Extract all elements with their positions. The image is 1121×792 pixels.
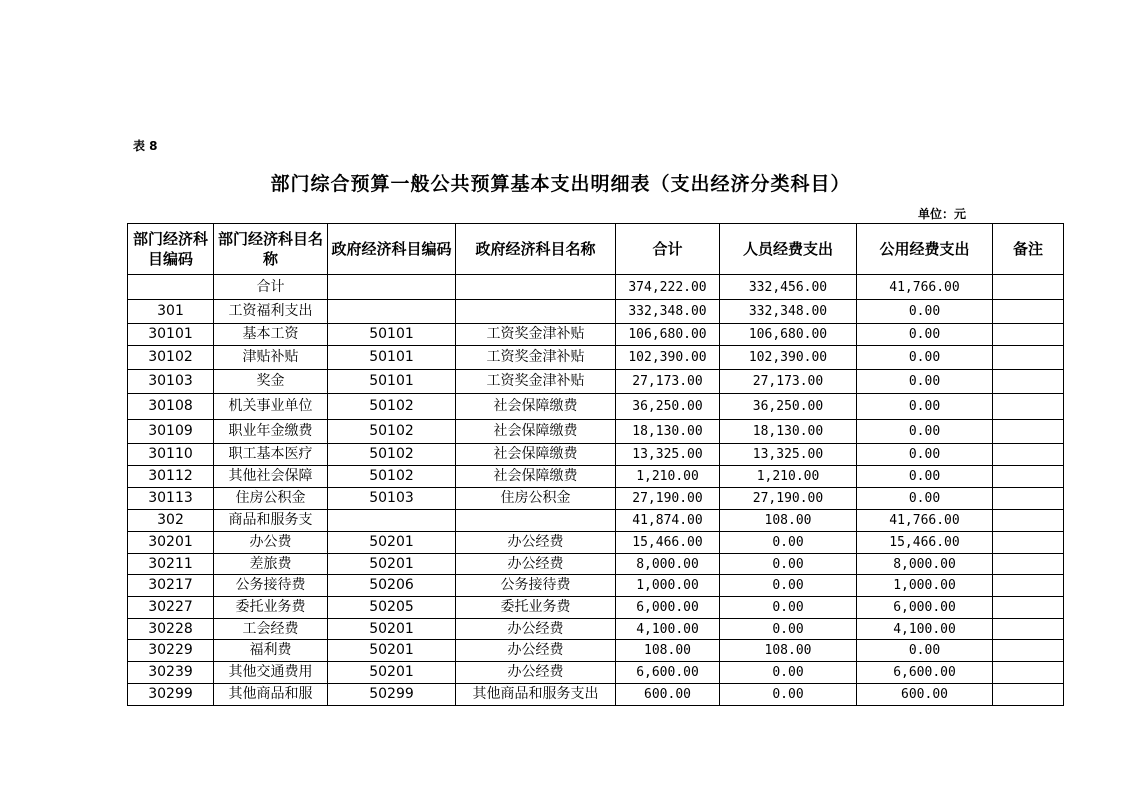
- cell-remarks: [993, 346, 1064, 370]
- cell-remarks: [993, 275, 1064, 300]
- cell-gov-name: 工资奖金津补贴: [456, 324, 616, 346]
- cell-personnel: 0.00: [720, 619, 857, 640]
- document-title: 部门综合预算一般公共预算基本支出明细表（支出经济分类科目）: [270, 173, 851, 195]
- cell-gov-code: 50103: [328, 488, 456, 510]
- cell-dept-code: 30229: [128, 640, 214, 662]
- cell-personnel: 0.00: [720, 554, 857, 575]
- cell-gov-code: 50299: [328, 684, 456, 706]
- table-number: 表 8: [133, 139, 158, 153]
- cell-dept-name: 其他社会保障: [214, 466, 328, 488]
- cell-dept-code: 30217: [128, 575, 214, 597]
- cell-dept-name: 公务接待费: [214, 575, 328, 597]
- cell-total: 41,874.00: [616, 510, 720, 532]
- cell-gov-name: [456, 300, 616, 324]
- table-row: [128, 466, 1064, 488]
- cell-dept-name: 商品和服务支: [214, 510, 328, 532]
- cell-personnel: 0.00: [720, 532, 857, 554]
- cell-dept-code: 30101: [128, 324, 214, 346]
- table-row: [128, 324, 1064, 346]
- cell-personnel: 27,190.00: [720, 488, 857, 510]
- cell-gov-code: 50102: [328, 420, 456, 444]
- cell-personnel: 0.00: [720, 684, 857, 706]
- table-row: [128, 662, 1064, 684]
- header-total: 合计: [616, 224, 720, 275]
- cell-total: 4,100.00: [616, 619, 720, 640]
- cell-remarks: [993, 300, 1064, 324]
- cell-total: 1,210.00: [616, 466, 720, 488]
- cell-personnel: 0.00: [720, 575, 857, 597]
- cell-personnel: 332,456.00: [720, 275, 857, 300]
- cell-gov-name: 委托业务费: [456, 597, 616, 619]
- cell-public: 8,000.00: [857, 554, 993, 575]
- cell-dept-code: 30228: [128, 619, 214, 640]
- cell-gov-code: [328, 300, 456, 324]
- cell-remarks: [993, 394, 1064, 420]
- table-row: [128, 510, 1064, 532]
- cell-dept-code: 30239: [128, 662, 214, 684]
- cell-dept-code: 30109: [128, 420, 214, 444]
- cell-dept-name: 奖金: [214, 370, 328, 394]
- cell-gov-code: 50101: [328, 370, 456, 394]
- cell-personnel: 27,173.00: [720, 370, 857, 394]
- cell-public: 15,466.00: [857, 532, 993, 554]
- cell-gov-name: 办公经费: [456, 640, 616, 662]
- cell-remarks: [993, 662, 1064, 684]
- cell-dept-name: 办公费: [214, 532, 328, 554]
- cell-public: 6,000.00: [857, 597, 993, 619]
- cell-public: 41,766.00: [857, 510, 993, 532]
- cell-personnel: 106,680.00: [720, 324, 857, 346]
- cell-total: 1,000.00: [616, 575, 720, 597]
- cell-remarks: [993, 684, 1064, 706]
- cell-remarks: [993, 444, 1064, 466]
- cell-gov-name: 社会保障缴费: [456, 420, 616, 444]
- cell-gov-name: 其他商品和服务支出: [456, 684, 616, 706]
- cell-dept-code: 30110: [128, 444, 214, 466]
- cell-gov-name: 工资奖金津补贴: [456, 346, 616, 370]
- cell-gov-name: [456, 275, 616, 300]
- cell-remarks: [993, 324, 1064, 346]
- cell-dept-code: 30211: [128, 554, 214, 575]
- table-row: [128, 346, 1064, 370]
- unit-label: 单位：元: [917, 207, 966, 221]
- cell-gov-name: 办公经费: [456, 554, 616, 575]
- cell-public: 0.00: [857, 300, 993, 324]
- cell-dept-name: 职工基本医疗: [214, 444, 328, 466]
- table-row: [128, 640, 1064, 662]
- cell-personnel: 108.00: [720, 640, 857, 662]
- cell-dept-name: 职业年金缴费: [214, 420, 328, 444]
- cell-total: 36,250.00: [616, 394, 720, 420]
- cell-personnel: 102,390.00: [720, 346, 857, 370]
- cell-dept-code: 30113: [128, 488, 214, 510]
- cell-public: 41,766.00: [857, 275, 993, 300]
- cell-dept-code: 30108: [128, 394, 214, 420]
- cell-remarks: [993, 510, 1064, 532]
- cell-gov-code: 50101: [328, 324, 456, 346]
- cell-remarks: [993, 554, 1064, 575]
- table-row: [128, 275, 1064, 300]
- cell-dept-code: 30103: [128, 370, 214, 394]
- cell-personnel: 0.00: [720, 597, 857, 619]
- cell-personnel: 332,348.00: [720, 300, 857, 324]
- cell-public: 0.00: [857, 370, 993, 394]
- cell-dept-code: [128, 275, 214, 300]
- cell-dept-code: 30201: [128, 532, 214, 554]
- cell-gov-code: 50201: [328, 532, 456, 554]
- cell-remarks: [993, 488, 1064, 510]
- table-row: [128, 420, 1064, 444]
- cell-gov-code: [328, 510, 456, 532]
- cell-gov-code: 50102: [328, 444, 456, 466]
- cell-total: 374,222.00: [616, 275, 720, 300]
- table-row: [128, 597, 1064, 619]
- cell-gov-name: 办公经费: [456, 532, 616, 554]
- header-personnel: 人员经费支出: [720, 224, 857, 275]
- cell-dept-code: 30299: [128, 684, 214, 706]
- cell-public: 6,600.00: [857, 662, 993, 684]
- cell-dept-code: 30112: [128, 466, 214, 488]
- cell-remarks: [993, 619, 1064, 640]
- cell-personnel: 1,210.00: [720, 466, 857, 488]
- cell-total: 27,173.00: [616, 370, 720, 394]
- cell-public: 0.00: [857, 466, 993, 488]
- cell-dept-name: 工资福利支出: [214, 300, 328, 324]
- cell-remarks: [993, 640, 1064, 662]
- cell-remarks: [993, 370, 1064, 394]
- cell-total: 27,190.00: [616, 488, 720, 510]
- table-body: [128, 275, 1064, 706]
- cell-dept-name: 机关事业单位: [214, 394, 328, 420]
- cell-gov-name: 社会保障缴费: [456, 394, 616, 420]
- cell-dept-name: 其他商品和服: [214, 684, 328, 706]
- cell-remarks: [993, 597, 1064, 619]
- cell-public: 0.00: [857, 324, 993, 346]
- header-remarks: 备注: [993, 224, 1064, 275]
- header-dept-code: 部门经济科目编码: [128, 224, 214, 275]
- cell-gov-code: 50205: [328, 597, 456, 619]
- cell-public: 600.00: [857, 684, 993, 706]
- cell-gov-name: [456, 510, 616, 532]
- cell-public: 0.00: [857, 488, 993, 510]
- cell-public: 0.00: [857, 394, 993, 420]
- cell-total: 13,325.00: [616, 444, 720, 466]
- cell-dept-code: 30102: [128, 346, 214, 370]
- cell-gov-code: [328, 275, 456, 300]
- cell-public: 4,100.00: [857, 619, 993, 640]
- table-row: [128, 554, 1064, 575]
- table-row: [128, 300, 1064, 324]
- table-row: [128, 488, 1064, 510]
- cell-remarks: [993, 532, 1064, 554]
- table-row: [128, 532, 1064, 554]
- table-row: [128, 444, 1064, 466]
- cell-gov-code: 50201: [328, 619, 456, 640]
- table-row: [128, 394, 1064, 420]
- cell-dept-name: 住房公积金: [214, 488, 328, 510]
- table-row: [128, 619, 1064, 640]
- cell-dept-name: 其他交通费用: [214, 662, 328, 684]
- cell-public: 0.00: [857, 346, 993, 370]
- cell-dept-name: 工会经费: [214, 619, 328, 640]
- cell-remarks: [993, 575, 1064, 597]
- cell-gov-code: 50206: [328, 575, 456, 597]
- cell-public: 1,000.00: [857, 575, 993, 597]
- table-row: [128, 684, 1064, 706]
- cell-dept-code: 30227: [128, 597, 214, 619]
- cell-gov-code: 50102: [328, 466, 456, 488]
- cell-total: 106,680.00: [616, 324, 720, 346]
- cell-gov-code: 50201: [328, 662, 456, 684]
- cell-total: 15,466.00: [616, 532, 720, 554]
- cell-total: 108.00: [616, 640, 720, 662]
- cell-personnel: 36,250.00: [720, 394, 857, 420]
- cell-total: 600.00: [616, 684, 720, 706]
- cell-gov-name: 公务接待费: [456, 575, 616, 597]
- cell-remarks: [993, 466, 1064, 488]
- budget-table: [127, 223, 1064, 706]
- header-dept-name: 部门经济科目名称: [214, 224, 328, 275]
- cell-personnel: 13,325.00: [720, 444, 857, 466]
- cell-public: 0.00: [857, 444, 993, 466]
- cell-dept-name: 福利费: [214, 640, 328, 662]
- cell-dept-name: 津贴补贴: [214, 346, 328, 370]
- cell-gov-code: 50101: [328, 346, 456, 370]
- cell-gov-code: 50201: [328, 554, 456, 575]
- cell-dept-code: 302: [128, 510, 214, 532]
- header-gov-name: 政府经济科目名称: [456, 224, 616, 275]
- cell-gov-name: 住房公积金: [456, 488, 616, 510]
- cell-dept-code: 301: [128, 300, 214, 324]
- cell-gov-name: 社会保障缴费: [456, 444, 616, 466]
- cell-total: 332,348.00: [616, 300, 720, 324]
- cell-total: 8,000.00: [616, 554, 720, 575]
- cell-dept-name: 差旅费: [214, 554, 328, 575]
- cell-personnel: 108.00: [720, 510, 857, 532]
- cell-dept-name: 委托业务费: [214, 597, 328, 619]
- cell-total: 6,000.00: [616, 597, 720, 619]
- cell-gov-name: 办公经费: [456, 662, 616, 684]
- cell-total: 6,600.00: [616, 662, 720, 684]
- table-row: [128, 575, 1064, 597]
- cell-remarks: [993, 420, 1064, 444]
- header-gov-code: 政府经济科目编码: [328, 224, 456, 275]
- header-row: [128, 224, 1064, 275]
- cell-personnel: 18,130.00: [720, 420, 857, 444]
- cell-total: 18,130.00: [616, 420, 720, 444]
- cell-dept-name: 合计: [214, 275, 328, 300]
- table-row: [128, 370, 1064, 394]
- cell-gov-name: 工资奖金津补贴: [456, 370, 616, 394]
- cell-gov-name: 社会保障缴费: [456, 466, 616, 488]
- cell-gov-code: 50102: [328, 394, 456, 420]
- cell-public: 0.00: [857, 640, 993, 662]
- cell-personnel: 0.00: [720, 662, 857, 684]
- cell-gov-code: 50201: [328, 640, 456, 662]
- cell-public: 0.00: [857, 420, 993, 444]
- cell-gov-name: 办公经费: [456, 619, 616, 640]
- cell-dept-name: 基本工资: [214, 324, 328, 346]
- cell-total: 102,390.00: [616, 346, 720, 370]
- header-public: 公用经费支出: [857, 224, 993, 275]
